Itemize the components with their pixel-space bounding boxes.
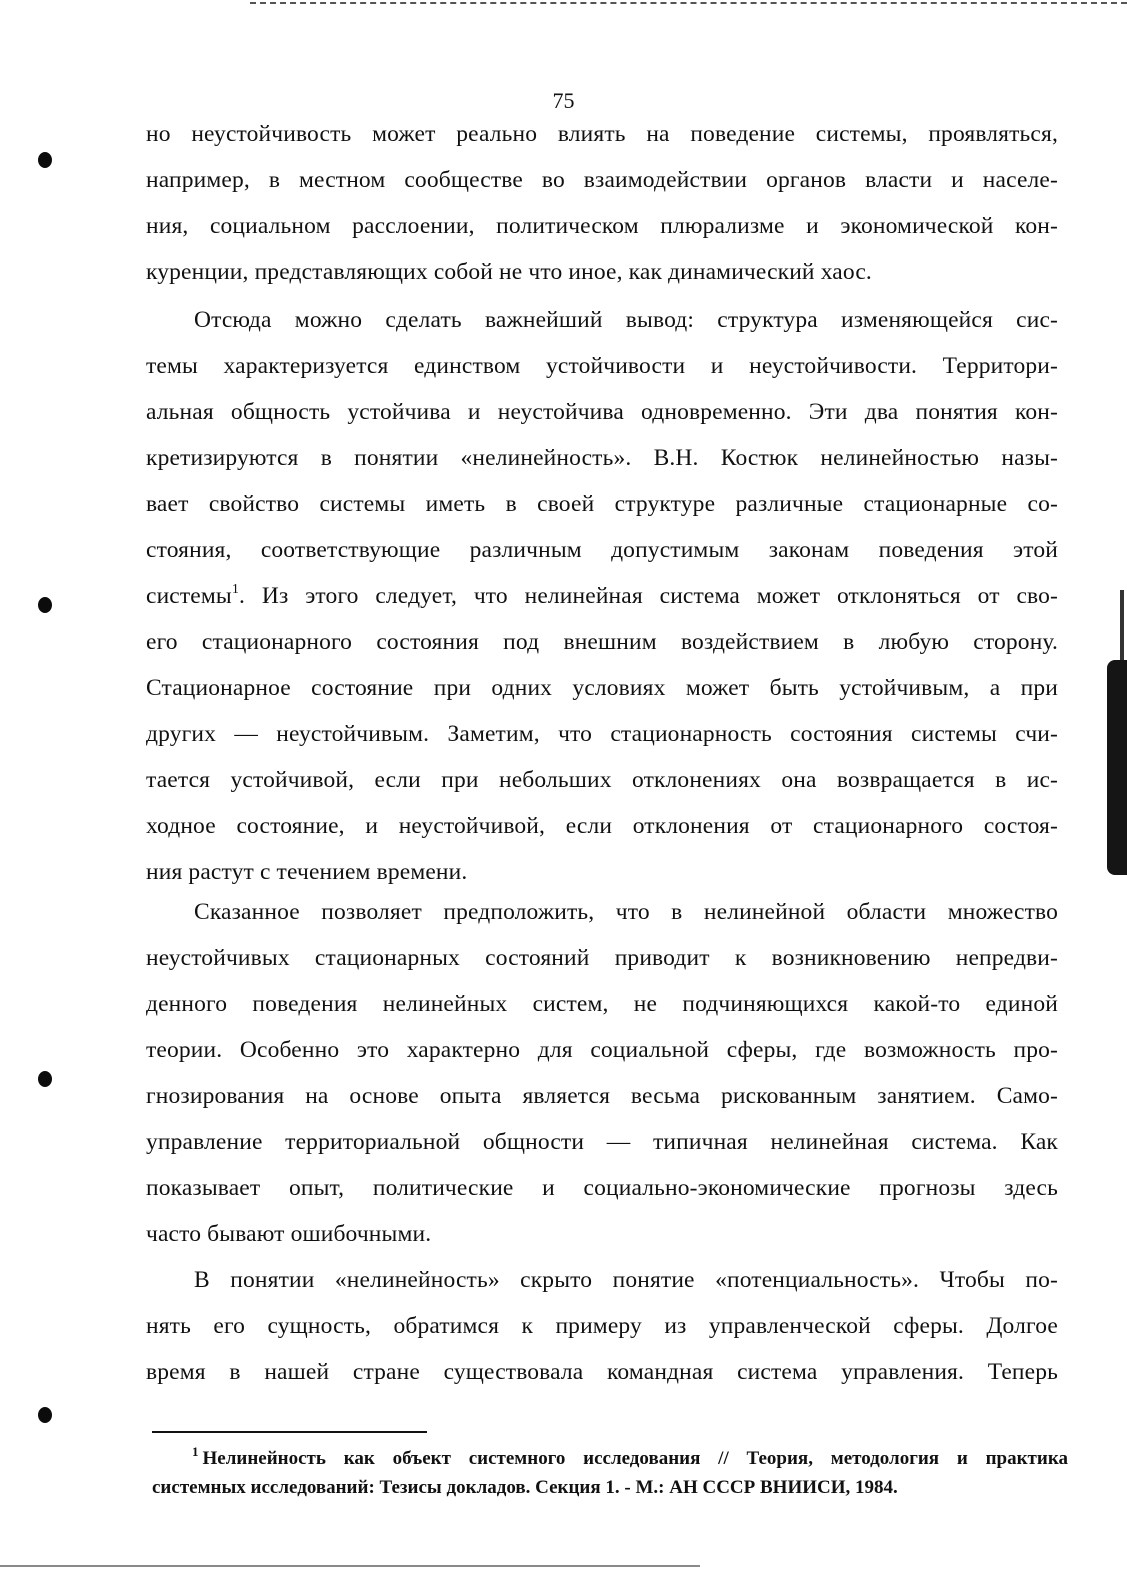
text-line: куренции, представляющих собой не что иное, как динамический хаос. [146, 259, 872, 285]
footnote-separator [152, 1431, 427, 1433]
text-line: ния растут с течением времени. [146, 859, 468, 885]
text-line: других — неустойчивым. Заметим, что стационарность состояния системы счи- [146, 721, 1058, 747]
text-line: В понятии «нелинейность» скрыто понятие «потенциальность». Чтобы по- [194, 1267, 1058, 1293]
text-line: стояния, соответствующие различным допустимым законам поведения этой [146, 537, 1058, 563]
text-line: теории. Особенно это характерно для социальной сферы, где возможность про- [146, 1037, 1058, 1063]
page-number: 75 [552, 88, 575, 113]
text-fragment: . Из этого следует, что нелинейная система может отклоняться от сво- [239, 583, 1058, 609]
text-line: тается устойчивой, если при небольших отклонениях она возвращается в ис- [146, 767, 1058, 793]
text-line: Сказанное позволяет предположить, что в нелинейной области множество [194, 899, 1058, 925]
footnote-line: системных исследований: Тезисы докладов. Секция 1. - М.: АН СССР ВНИИСИ, 1984. [152, 1477, 898, 1498]
text-line: управление территориальной общности — типичная нелинейная система. Как [146, 1129, 1058, 1155]
text-line: нять его сущность, обратимся к примеру из управленческой сферы. Долгое [146, 1313, 1058, 1339]
text-line: гнозирования на основе опыта является весьма рискованным занятием. Само- [146, 1083, 1058, 1109]
text-line: например, в местном сообществе во взаимодействии органов власти и населе- [146, 167, 1058, 193]
text-line: неустойчивых стационарных состояний приводит к возникновению непредви- [146, 945, 1058, 971]
text-line-with-footnote [146, 573, 1058, 619]
text-line: ходное состояние, и неустойчивой, если отклонения от стационарного состоя- [146, 813, 1058, 839]
text-line: денного поведения нелинейных систем, не подчиняющихся какой-то единой [146, 991, 1058, 1017]
binding-hole-mark [38, 1407, 52, 1423]
text-line: показывает опыт, политические и социально-экономические прогнозы здесь [146, 1175, 1058, 1201]
text-line: часто бывают ошибочными. [146, 1221, 432, 1247]
footnote [152, 1444, 1068, 1502]
paragraph-3 [146, 889, 1058, 1257]
text-line: но неустойчивость может реально влиять на поведение системы, проявляться, [146, 121, 1058, 147]
footnote-mark: 1 [192, 1444, 199, 1459]
binding-hole-mark [38, 1071, 52, 1087]
paragraph-4 [146, 1257, 1058, 1395]
text-line: альная общность устойчива и неустойчива одновременно. Эти два понятия кон- [146, 399, 1058, 425]
scan-edge-bottom [0, 1565, 700, 1567]
footnote-text: Нелинейность как объект системного исследования // Теория, методология и практика [202, 1448, 1068, 1469]
binding-hole-mark [38, 597, 52, 613]
binding-hole-mark [38, 152, 52, 168]
text-line: ния, социальном расслоении, политическом плюрализме и экономической кон- [146, 213, 1058, 239]
footnote-reference[interactable]: 1 [231, 582, 240, 597]
text-line: темы характеризуется единством устойчивости и неустойчивости. Территори- [146, 353, 1058, 379]
scan-edge-right-shadow [1107, 660, 1127, 875]
scan-edge-right-thin [1120, 590, 1124, 660]
text-line: его стационарного состояния под внешним воздействием в любую сторону. [146, 629, 1058, 655]
paragraph-2 [146, 297, 1058, 895]
text-line: кретизируются в понятии «нелинейность». В.Н. Костюк нелинейностью назы- [146, 445, 1058, 471]
text-line: вает свойство системы иметь в своей структуре различные стационарные со- [146, 491, 1058, 517]
footnote-line [152, 1444, 1068, 1473]
paragraph-1 [146, 111, 1058, 295]
text-fragment: системы [146, 583, 232, 609]
scan-edge-top [250, 2, 1127, 7]
text-line: время в нашей стране существовала командная система управления. Теперь [146, 1359, 1058, 1385]
text-line: Отсюда можно сделать важнейший вывод: структура изменяющейся сис- [194, 307, 1058, 333]
text-line: Стационарное состояние при одних условиях может быть устойчивым, а при [146, 675, 1058, 701]
